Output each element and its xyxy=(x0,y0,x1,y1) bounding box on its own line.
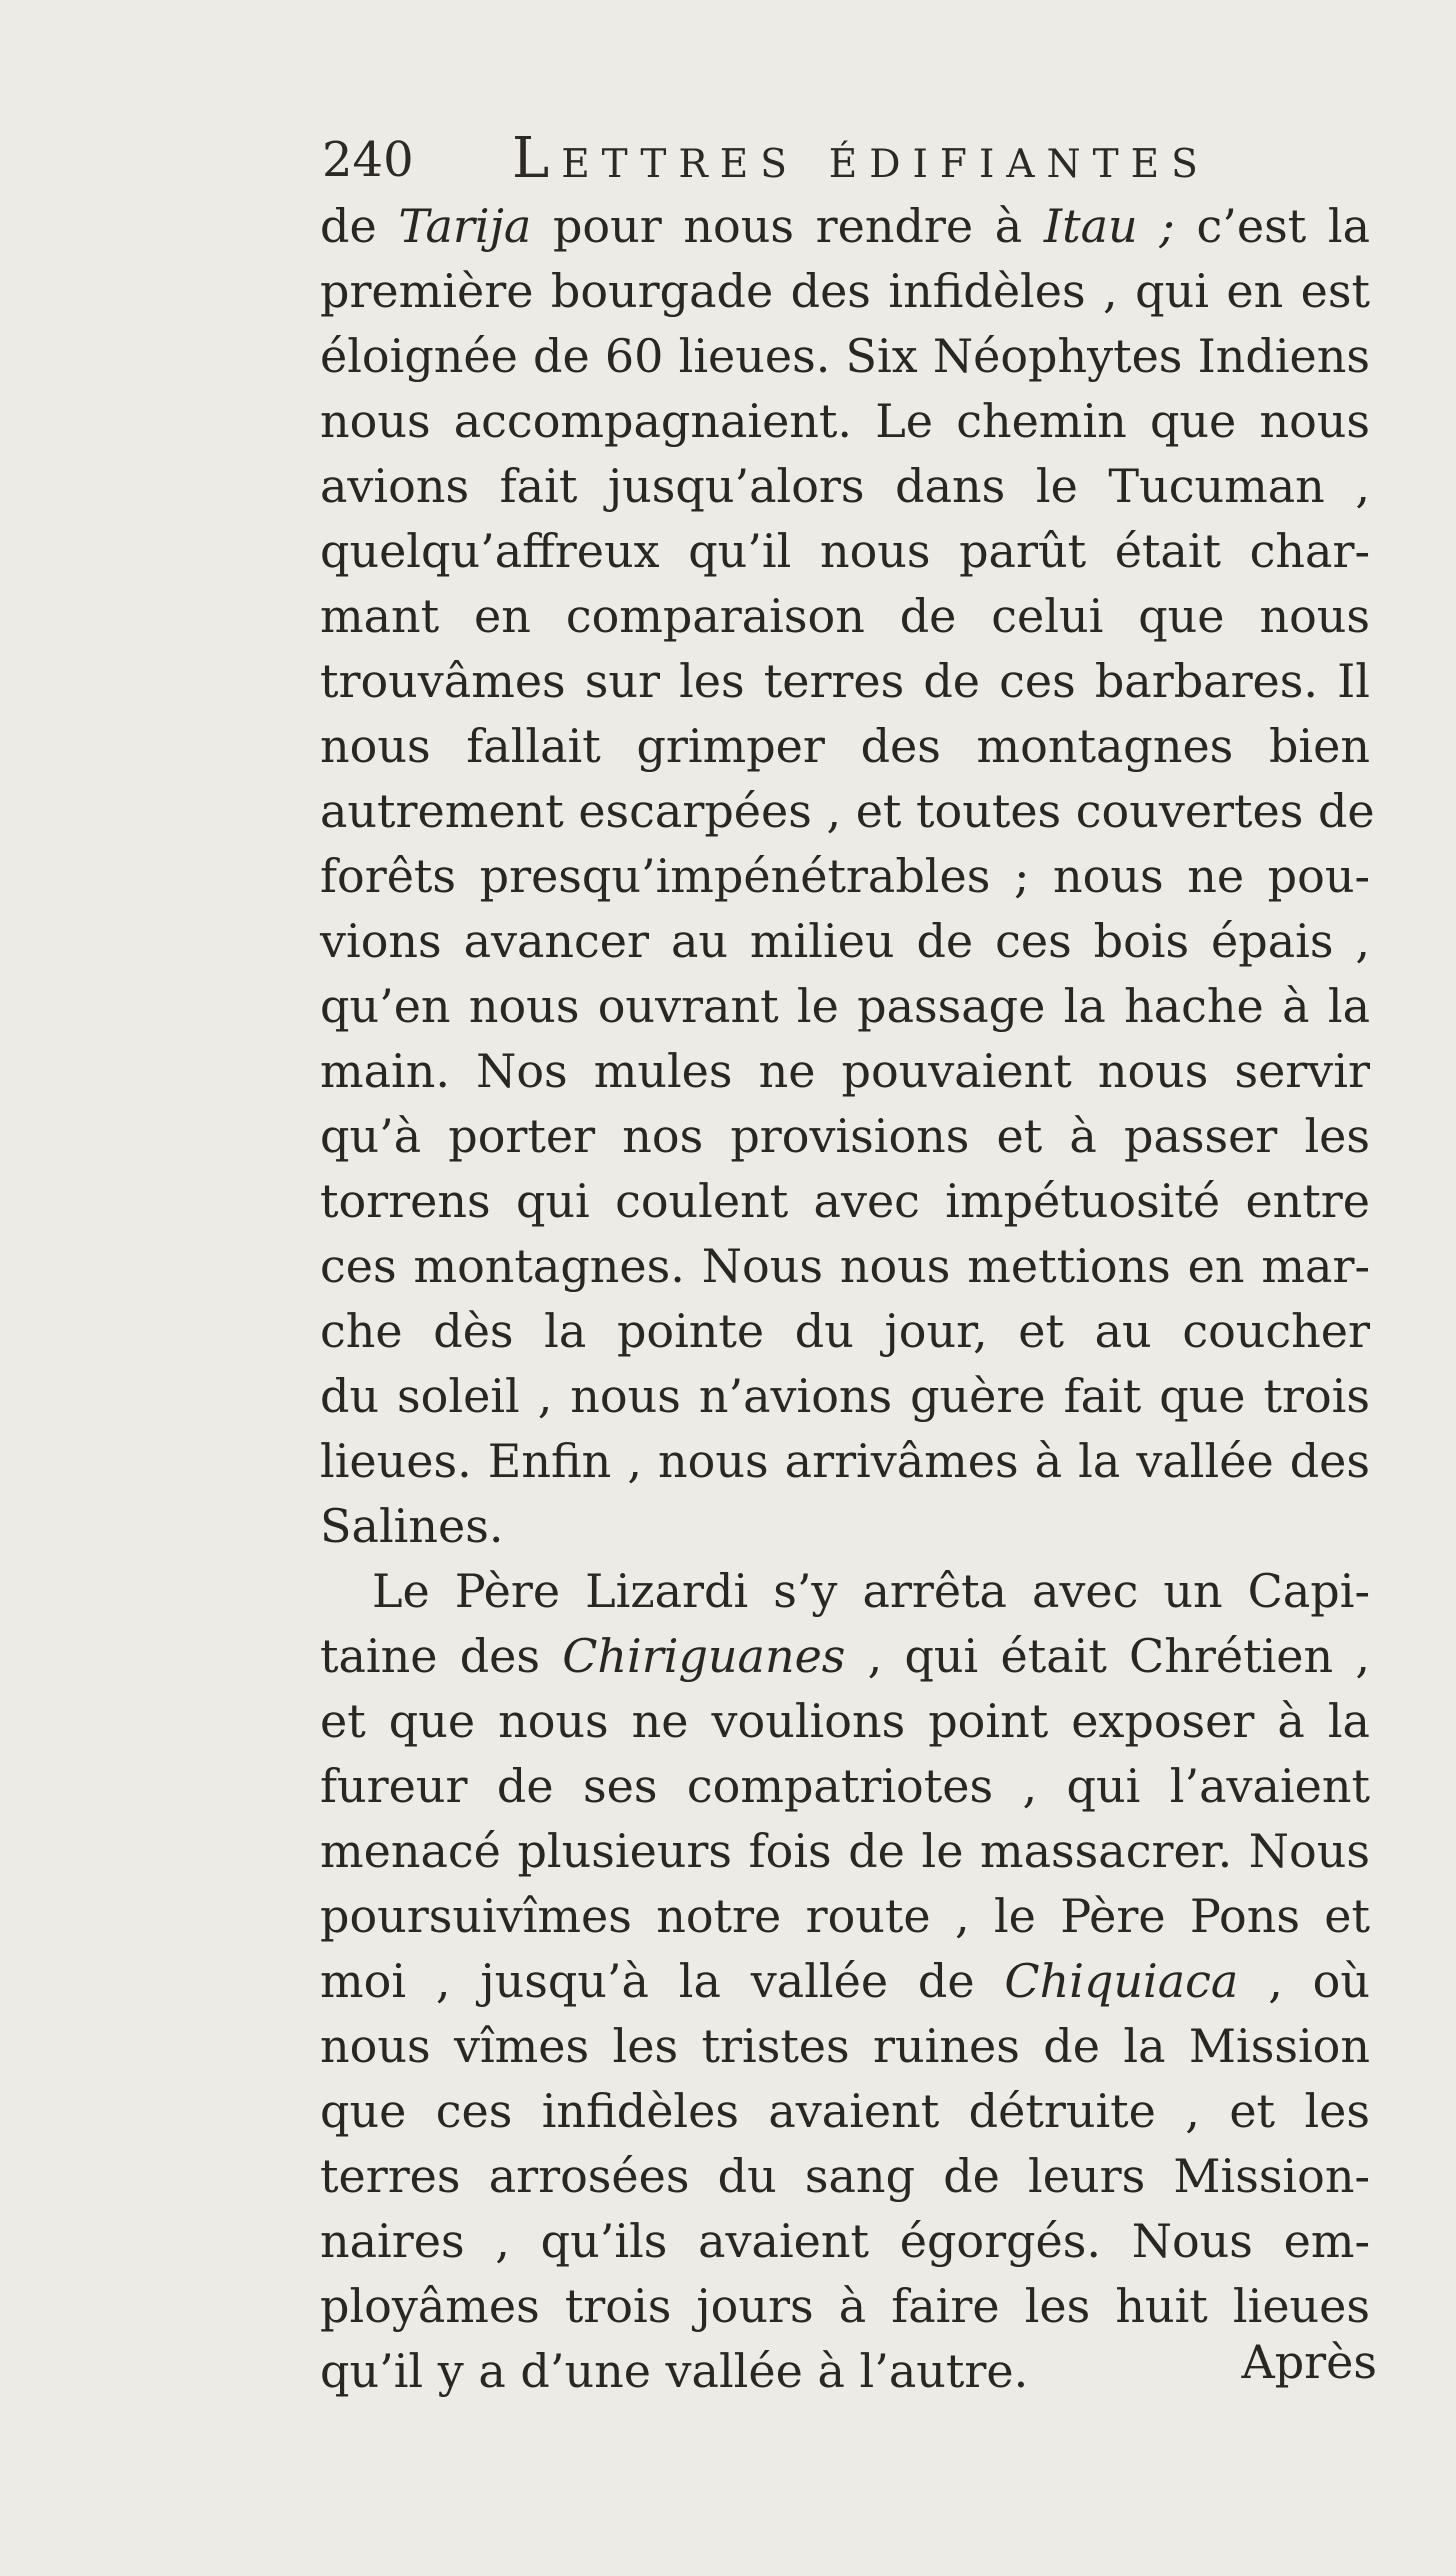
text-line xyxy=(320,584,1370,649)
text-segment: lieues. Enfin , nous arrivâmes à la vallée des xyxy=(320,1434,1370,1488)
text-line xyxy=(320,909,1370,974)
italic-text: Itau ; xyxy=(1043,199,1175,253)
text-segment: quelqu’affreux qu’il nous parût était char- xyxy=(320,524,1370,578)
text-line xyxy=(320,194,1370,259)
text-line xyxy=(320,1884,1370,1949)
text-segment: nous accompagnaient. Le chemin que nous xyxy=(320,394,1370,448)
text-line xyxy=(320,2209,1370,2274)
text-segment: moi , jusqu’à la vallée de xyxy=(320,1954,1005,2008)
text-segment: ployâmes trois jours à faire les huit lieues xyxy=(320,2279,1370,2333)
text-line xyxy=(320,2274,1370,2339)
text-line xyxy=(320,1494,1370,1559)
text-line xyxy=(320,324,1370,389)
text-segment: pour nous rendre à xyxy=(531,199,1044,253)
text-line xyxy=(320,1039,1370,1104)
text-line xyxy=(320,389,1370,454)
text-segment: ces montagnes. Nous nous mettions en mar- xyxy=(320,1239,1370,1293)
text-segment: main. Nos mules ne pouvaient nous servir xyxy=(320,1044,1370,1098)
text-segment: du soleil , nous n’avions guère fait que trois xyxy=(320,1369,1370,1423)
text-segment: nous fallait grimper des montagnes bien xyxy=(320,719,1370,773)
text-line xyxy=(320,2339,1370,2404)
text-segment: menacé plusieurs fois de le massacrer. Nous xyxy=(320,1824,1370,1878)
italic-text: Chiquiaca xyxy=(1004,1954,1239,2008)
italic-text: Chiriguanes xyxy=(562,1629,846,1683)
text-segment: fureur de ses compatriotes , qui l’avaient xyxy=(320,1759,1370,1813)
text-line xyxy=(320,1364,1370,1429)
text-line xyxy=(320,1299,1370,1364)
text-line xyxy=(320,1949,1370,2014)
italic-text: Tarija xyxy=(398,199,532,253)
text-segment: qu’en nous ouvrant le passage la hache à la xyxy=(320,979,1370,1033)
text-segment: qu’à porter nos provisions et à passer les xyxy=(320,1109,1370,1163)
text-segment: taine des xyxy=(320,1629,563,1683)
text-segment: che dès la pointe du jour, et au coucher xyxy=(320,1304,1370,1358)
text-segment: poursuivîmes notre route , le Père Pons et xyxy=(320,1889,1370,1943)
text-segment: éloignée de 60 lieues. Six Néophytes Indiens xyxy=(320,329,1370,383)
text-segment: que ces infidèles avaient détruite , et les xyxy=(320,2084,1370,2138)
text-line xyxy=(320,714,1370,779)
text-line xyxy=(320,259,1370,324)
text-segment: et que nous ne voulions point exposer à la xyxy=(320,1694,1370,1748)
text-line xyxy=(320,1624,1370,1689)
text-segment: première bourgade des infidèles , qui en est xyxy=(320,264,1370,318)
text-segment: terres arrosées du sang de leurs Mission- xyxy=(320,2149,1370,2203)
text-segment: naires , qu’ils avaient égorgés. Nous em- xyxy=(320,2214,1370,2268)
text-segment: c’est la xyxy=(1174,199,1371,253)
text-segment: Salines. xyxy=(320,1499,504,1553)
text-segment: nous vîmes les tristes ruines de la Mission xyxy=(320,2019,1370,2073)
text-line xyxy=(320,1819,1370,1884)
text-line xyxy=(320,1104,1370,1169)
text-segment: qu’il y a d’une vallée à l’autre. xyxy=(320,2344,1029,2398)
text-segment: torrens qui coulent avec impétuosité entre xyxy=(320,1174,1370,1228)
running-title: Lettres édifiantes xyxy=(512,126,1210,191)
text-line xyxy=(320,1169,1370,1234)
text-segment: forêts presqu’impénétrables ; nous ne pou- xyxy=(320,849,1370,903)
text-segment: , où xyxy=(1238,1954,1370,2008)
text-line xyxy=(320,454,1370,519)
text-segment: mant en comparaison de celui que nous xyxy=(320,589,1370,643)
text-line xyxy=(320,649,1370,714)
text-segment: de xyxy=(320,199,399,253)
page-header xyxy=(322,126,1322,194)
text-line xyxy=(320,779,1375,844)
body-text xyxy=(320,194,1375,2404)
text-segment: vions avancer au milieu de ces bois épais , xyxy=(320,914,1370,968)
catchword: Après xyxy=(1241,2335,1377,2389)
text-line xyxy=(320,2014,1370,2079)
text-segment: , qui était Chrétien , xyxy=(845,1629,1370,1683)
text-line xyxy=(320,1559,1370,1624)
text-line xyxy=(320,974,1370,1039)
text-segment: avions fait jusqu’alors dans le Tucuman , xyxy=(320,459,1370,513)
text-line xyxy=(320,1429,1370,1494)
text-line xyxy=(320,2079,1370,2144)
text-segment: Le Père Lizardi s’y arrêta avec un Capi- xyxy=(372,1564,1370,1618)
text-line xyxy=(320,844,1370,909)
text-line xyxy=(320,519,1370,584)
text-line xyxy=(320,2144,1370,2209)
text-segment: autrement escarpées , et toutes couvertes de xyxy=(320,784,1375,838)
text-line xyxy=(320,1689,1370,1754)
page-number: 240 xyxy=(322,132,414,188)
text-segment: trouvâmes sur les terres de ces barbares. Il xyxy=(320,654,1370,708)
text-line xyxy=(320,1234,1370,1299)
text-line xyxy=(320,1754,1370,1819)
